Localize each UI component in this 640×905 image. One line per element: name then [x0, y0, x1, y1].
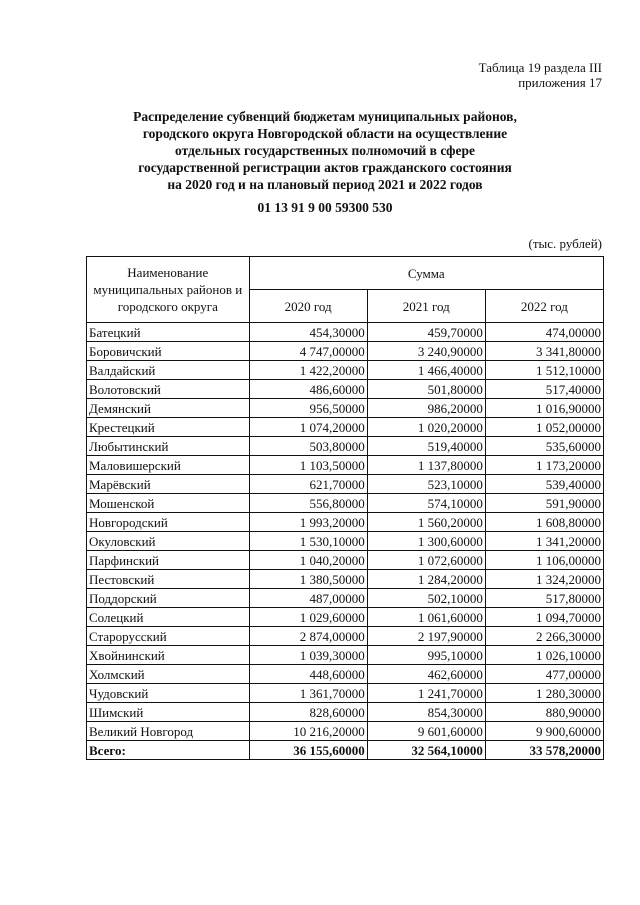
title-line: государственной регистрации актов гражданского состояния	[138, 160, 512, 175]
amount-2022: 477,00000	[485, 665, 603, 684]
amount-2021: 1 560,20000	[367, 513, 485, 532]
district-name: Шимский	[87, 703, 250, 722]
amount-2020: 448,60000	[249, 665, 367, 684]
table-row	[87, 418, 604, 437]
amount-2022: 2 266,30000	[485, 627, 603, 646]
amount-2021: 3 240,90000	[367, 342, 485, 361]
amount-2022: 1 608,80000	[485, 513, 603, 532]
table-row	[87, 608, 604, 627]
amount-2020: 4 747,00000	[249, 342, 367, 361]
subvention-table	[86, 256, 604, 760]
table-row	[87, 722, 604, 741]
table-row	[87, 437, 604, 456]
amount-2022: 1 324,20000	[485, 570, 603, 589]
title-line: городского округа Новгородской области на осуществление	[142, 126, 508, 141]
amount-2020: 487,00000	[249, 589, 367, 608]
title-line: отдельных государственных полномочий в сфере	[175, 143, 475, 158]
amount-2022: 535,60000	[485, 437, 603, 456]
amount-2020: 1 039,30000	[249, 646, 367, 665]
table-row	[87, 570, 604, 589]
district-name: Мошенской	[87, 494, 250, 513]
amount-2021: 1 284,20000	[367, 570, 485, 589]
amount-2021: 1 020,20000	[367, 418, 485, 437]
district-name: Боровичский	[87, 342, 250, 361]
amount-2020: 1 361,70000	[249, 684, 367, 703]
table-row	[87, 627, 604, 646]
amount-2021: 1 061,60000	[367, 608, 485, 627]
amount-2022: 1 341,20000	[485, 532, 603, 551]
amount-2020: 454,30000	[249, 323, 367, 342]
amount-2022: 880,90000	[485, 703, 603, 722]
amount-2021: 1 072,60000	[367, 551, 485, 570]
title-line: на 2020 год и на плановый период 2021 и 2022 годов	[167, 177, 483, 192]
district-name: Демянский	[87, 399, 250, 418]
table-reference-line1: Таблица 19 раздела III	[478, 60, 602, 75]
title-line: Распределение субвенций бюджетам муниципальных районов,	[133, 109, 517, 124]
table-row	[87, 703, 604, 722]
amount-2020: 1 074,20000	[249, 418, 367, 437]
amount-2020: 621,70000	[249, 475, 367, 494]
total-2022: 33 578,20000	[485, 741, 603, 760]
amount-2020: 1 380,50000	[249, 570, 367, 589]
amount-2022: 1 016,90000	[485, 399, 603, 418]
table-reference	[422, 60, 602, 90]
amount-2021: 986,20000	[367, 399, 485, 418]
amount-2020: 503,80000	[249, 437, 367, 456]
district-name: Крестецкий	[87, 418, 250, 437]
amount-2021: 574,10000	[367, 494, 485, 513]
table-row	[87, 513, 604, 532]
amount-2021: 1 300,60000	[367, 532, 485, 551]
district-name: Старорусский	[87, 627, 250, 646]
district-name: Любытинский	[87, 437, 250, 456]
amount-2022: 3 341,80000	[485, 342, 603, 361]
table-row	[87, 456, 604, 475]
amount-2020: 828,60000	[249, 703, 367, 722]
amount-2022: 474,00000	[485, 323, 603, 342]
district-name: Хвойнинский	[87, 646, 250, 665]
amount-2021: 519,40000	[367, 437, 485, 456]
amount-2022: 1 094,70000	[485, 608, 603, 627]
table-row	[87, 646, 604, 665]
amount-2022: 539,40000	[485, 475, 603, 494]
amount-2020: 956,50000	[249, 399, 367, 418]
district-name: Солецкий	[87, 608, 250, 627]
district-name: Батецкий	[87, 323, 250, 342]
amount-2020: 2 874,00000	[249, 627, 367, 646]
amount-2022: 9 900,60000	[485, 722, 603, 741]
amount-2022: 517,80000	[485, 589, 603, 608]
table-row	[87, 665, 604, 684]
table-row	[87, 399, 604, 418]
total-row	[87, 741, 604, 760]
amount-2020: 486,60000	[249, 380, 367, 399]
amount-2020: 1 040,20000	[249, 551, 367, 570]
table-row	[87, 342, 604, 361]
amount-2021: 1 137,80000	[367, 456, 485, 475]
document-title	[60, 108, 590, 193]
units-label: (тыс. рублей)	[528, 236, 602, 251]
amount-2021: 995,10000	[367, 646, 485, 665]
amount-2021: 459,70000	[367, 323, 485, 342]
column-header-sum: Сумма	[249, 257, 603, 290]
column-header-2020: 2020 год	[249, 290, 367, 323]
column-header-2022: 2022 год	[485, 290, 603, 323]
amount-2022: 1 106,00000	[485, 551, 603, 570]
column-header-2021: 2021 год	[367, 290, 485, 323]
amount-2022: 517,40000	[485, 380, 603, 399]
total-label: Всего:	[87, 741, 250, 760]
amount-2022: 1 280,30000	[485, 684, 603, 703]
amount-2022: 591,90000	[485, 494, 603, 513]
amount-2021: 462,60000	[367, 665, 485, 684]
district-name: Марёвский	[87, 475, 250, 494]
amount-2022: 1 026,10000	[485, 646, 603, 665]
amount-2021: 2 197,90000	[367, 627, 485, 646]
amount-2022: 1 052,00000	[485, 418, 603, 437]
total-2021: 32 564,10000	[367, 741, 485, 760]
total-2020: 36 155,60000	[249, 741, 367, 760]
amount-2020: 10 216,20000	[249, 722, 367, 741]
table-row	[87, 589, 604, 608]
amount-2021: 1 466,40000	[367, 361, 485, 380]
amount-2020: 556,80000	[249, 494, 367, 513]
district-name: Пестовский	[87, 570, 250, 589]
district-name: Волотовский	[87, 380, 250, 399]
table-row	[87, 323, 604, 342]
amount-2020: 1 029,60000	[249, 608, 367, 627]
district-name: Новгородский	[87, 513, 250, 532]
district-name: Маловишерский	[87, 456, 250, 475]
table-row	[87, 361, 604, 380]
table-reference-line2: приложения 17	[518, 75, 602, 90]
amount-2021: 502,10000	[367, 589, 485, 608]
amount-2021: 501,80000	[367, 380, 485, 399]
district-name: Парфинский	[87, 551, 250, 570]
amount-2020: 1 422,20000	[249, 361, 367, 380]
amount-2021: 9 601,60000	[367, 722, 485, 741]
district-name: Великий Новгород	[87, 722, 250, 741]
column-header-name: Наименование муниципальных районов и городского округа	[87, 257, 250, 323]
table-body	[87, 323, 604, 760]
budget-code: 01 13 91 9 00 59300 530	[257, 200, 393, 215]
amount-2022: 1 173,20000	[485, 456, 603, 475]
table-row	[87, 380, 604, 399]
amount-2020: 1 103,50000	[249, 456, 367, 475]
district-name: Холмский	[87, 665, 250, 684]
district-name: Чудовский	[87, 684, 250, 703]
table-row	[87, 684, 604, 703]
table-row	[87, 494, 604, 513]
district-name: Окуловский	[87, 532, 250, 551]
amount-2021: 523,10000	[367, 475, 485, 494]
table-row	[87, 551, 604, 570]
table-header-row	[87, 257, 604, 290]
district-name: Валдайский	[87, 361, 250, 380]
amount-2020: 1 993,20000	[249, 513, 367, 532]
amount-2022: 1 512,10000	[485, 361, 603, 380]
table-row	[87, 532, 604, 551]
amount-2021: 1 241,70000	[367, 684, 485, 703]
table-row	[87, 475, 604, 494]
amount-2021: 854,30000	[367, 703, 485, 722]
amount-2020: 1 530,10000	[249, 532, 367, 551]
district-name: Поддорский	[87, 589, 250, 608]
